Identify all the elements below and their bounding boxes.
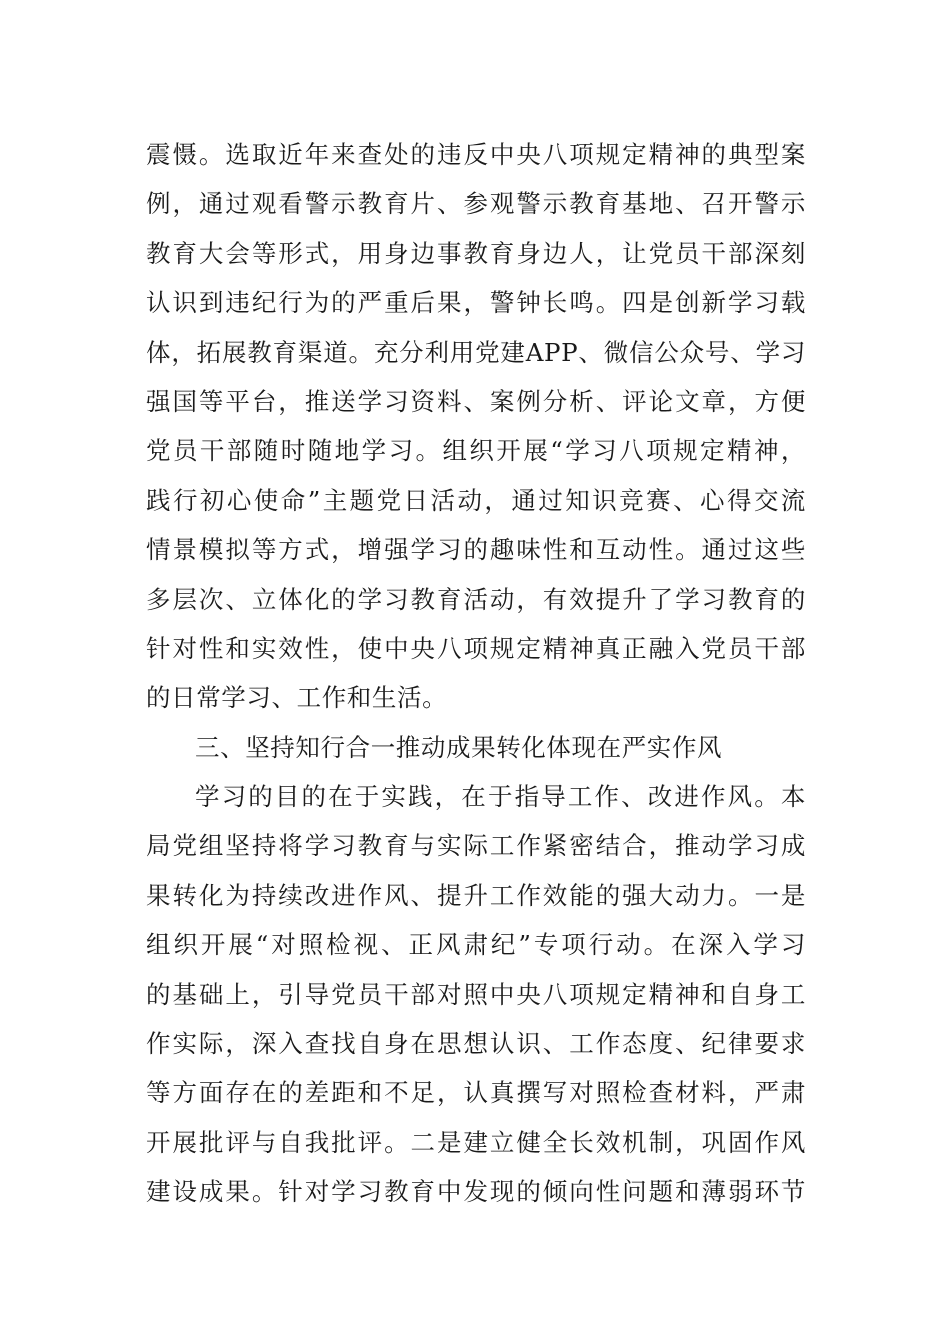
paragraph-line: 学习的目的在于实践，在于指导工作、改进作风。本 (195, 782, 806, 812)
paragraph-line: 果转化为持续改进作风、提升工作效能的强大动力。一是 (146, 880, 806, 910)
paragraph-line: 体，拓展教育渠道。充分利用党建APP、微信公众号、学习 (146, 337, 806, 367)
paragraph-line: 的日常学习、工作和生活。 (146, 683, 448, 713)
paragraph-line: 组织开展“对照检视、正风肃纪”专项行动。在深入学习 (146, 930, 806, 960)
paragraph-line: 例，通过观看警示教育片、参观警示教育基地、召开警示 (146, 189, 806, 219)
paragraph-line: 针对性和实效性，使中央八项规定精神真正融入党员干部 (146, 633, 806, 663)
paragraph-line: 践行初心使命”主题党日活动，通过知识竞赛、心得交流 (146, 485, 806, 515)
paragraph-line: 多层次、立体化的学习教育活动，有效提升了学习教育的 (146, 584, 806, 614)
paragraph-line: 等方面存在的差距和不足，认真撰写对照检查材料，严肃 (146, 1078, 806, 1108)
paragraph-line: 局党组坚持将学习教育与实际工作紧密结合，推动学习成 (146, 831, 806, 861)
paragraph-line: 的基础上，引导党员干部对照中央八项规定精神和自身工 (146, 979, 806, 1009)
paragraph-line: 建设成果。针对学习教育中发现的倾向性问题和薄弱环节 (146, 1177, 806, 1207)
paragraph-line: 强国等平台，推送学习资料、案例分析、评论文章，方便 (146, 386, 806, 416)
paragraph-line: 情景模拟等方式，增强学习的趣味性和互动性。通过这些 (146, 535, 806, 565)
paragraph-line: 震慑。选取近年来查处的违反中央八项规定精神的典型案 (146, 140, 806, 169)
paragraph-line: 党员干部随时随地学习。组织开展“学习八项规定精神， (146, 436, 806, 466)
body-text (146, 130, 806, 1217)
paragraph-line: 教育大会等形式，用身边事教育身边人，让党员干部深刻 (146, 238, 806, 268)
section-heading: 三、坚持知行合一推动成果转化体现在严实作风 (195, 732, 723, 762)
paragraph-line: 作实际，深入查找自身在思想认识、工作态度、纪律要求 (146, 1029, 806, 1059)
paragraph-line: 认识到违纪行为的严重后果，警钟长鸣。四是创新学习载 (146, 288, 806, 318)
paragraph-line: 开展批评与自我批评。二是建立健全长效机制，巩固作风 (146, 1127, 806, 1157)
